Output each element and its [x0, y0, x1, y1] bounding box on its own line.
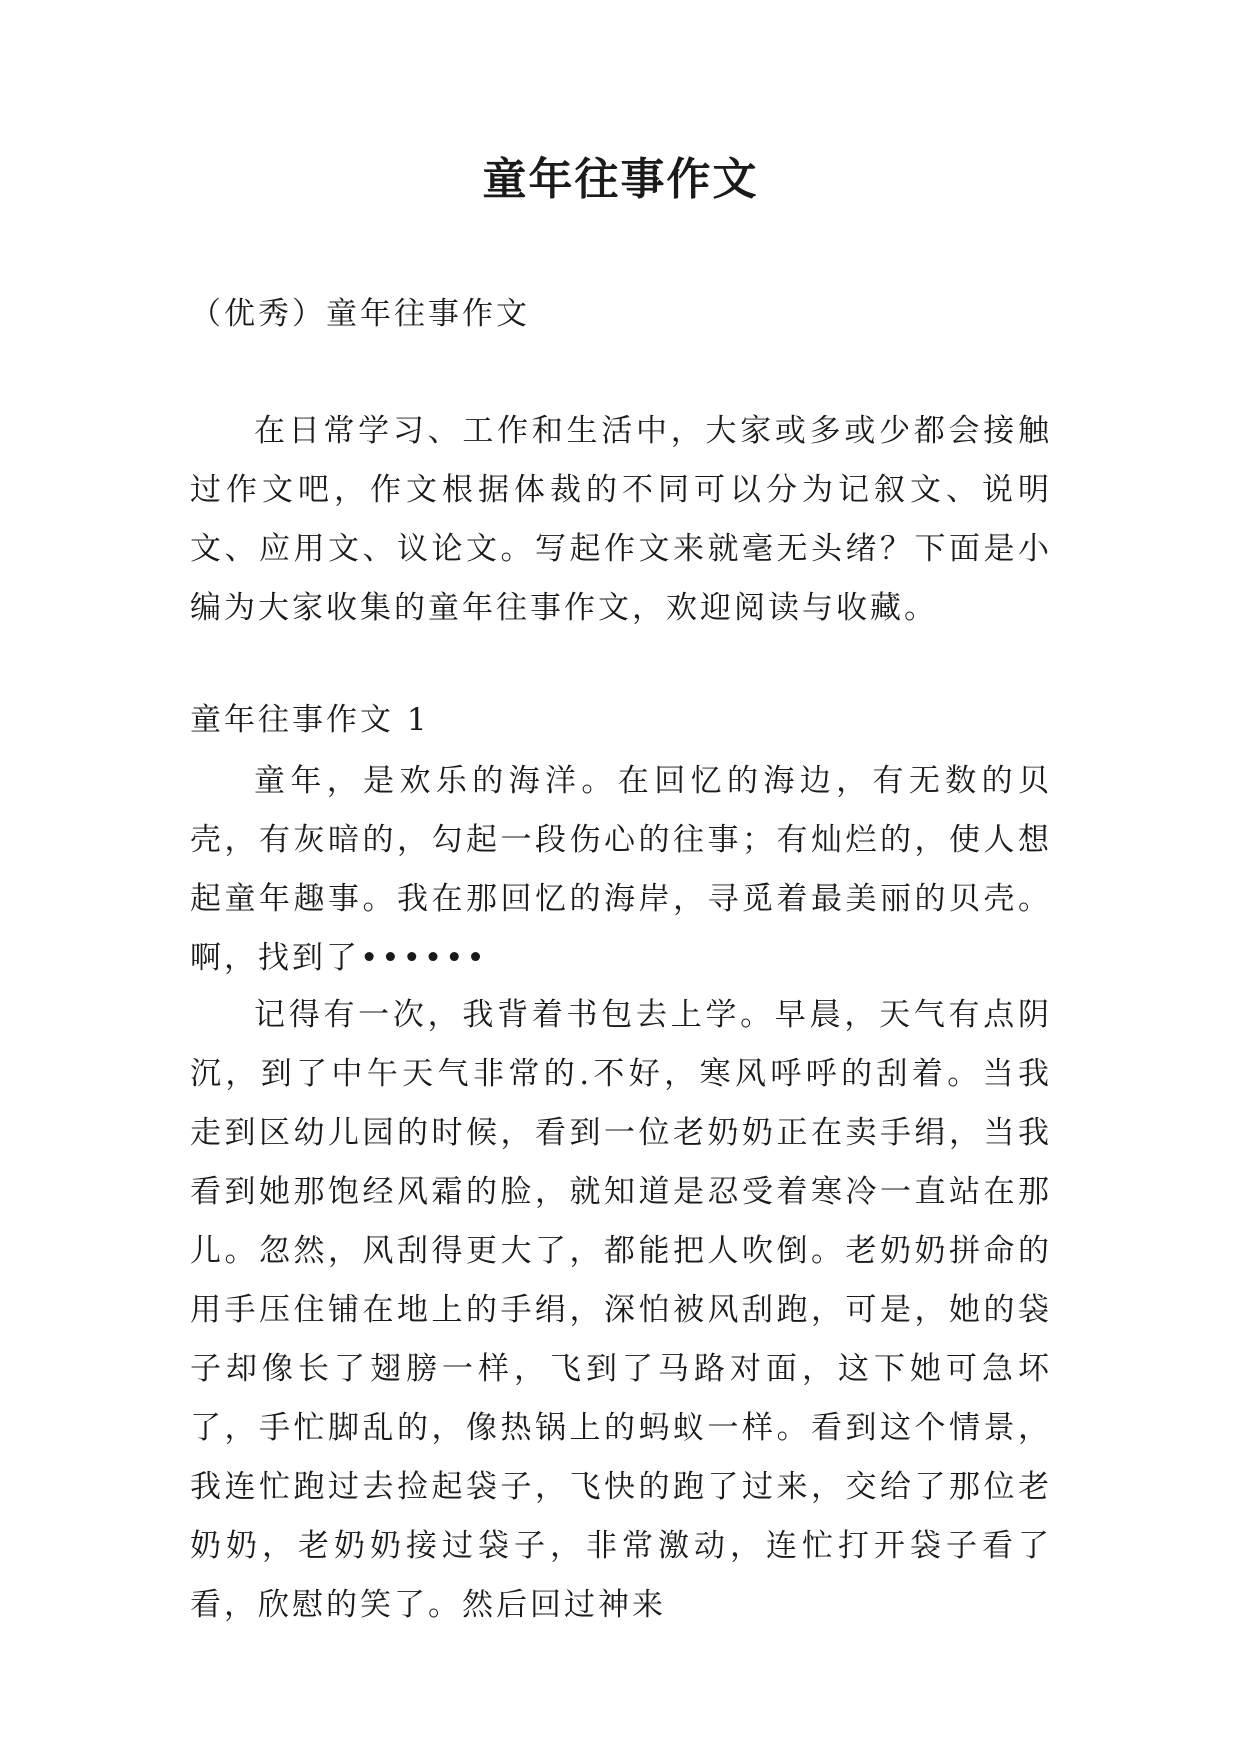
- section-heading: 童年往事作文 1: [190, 702, 430, 738]
- document-title: 童年往事作文: [482, 154, 759, 205]
- body-paragraph-1: 童年，是欢乐的海洋。在回忆的海边，有无数的贝壳，有灰暗的，勾起一段伤心的往事；有灿烂的，使人想起童年趣事。我在那回忆的海岸，寻觅着最美丽的贝壳。啊，找到了••••••: [190, 763, 1052, 976]
- body-paragraph-2: 记得有一次，我背着书包去上学。早晨，天气有点阴沉，到了中午天气非常的.不好，寒风呼呼的刮着。当我走到区幼儿园的时候，看到一位老奶奶正在卖手绢，当我看到她那饱经风霜的脸，就知道是忍受着寒冷一直站在那儿。忽然，风刮得更大了，都能把人吹倒。老奶奶拼命的用手压住铺在地上的手绢，深怕被风刮跑，可是，她的袋子却像长了翅膀一样，飞到了马路对面，这下她可急坏了，手忙脚乱的，像热锅上的蚂蚁一样。看到这个情景，我连忙跑过去捡起袋子，飞快的跑了过来，交给了那位老奶奶，老奶奶接过袋子，非常激动，连忙打开袋子看了看，欣慰的笑了。然后回过神来: [190, 997, 1052, 1623]
- intro-paragraph: 在日常学习、工作和生活中，大家或多或少都会接触过作文吧，作文根据体裁的不同可以分为记叙文、说明文、应用文、议论文。写起作文来就毫无头绪？下面是小编为大家收集的童年往事作文，欢迎阅读与收藏。: [190, 413, 1052, 626]
- document-subtitle: （优秀）童年往事作文: [190, 296, 530, 332]
